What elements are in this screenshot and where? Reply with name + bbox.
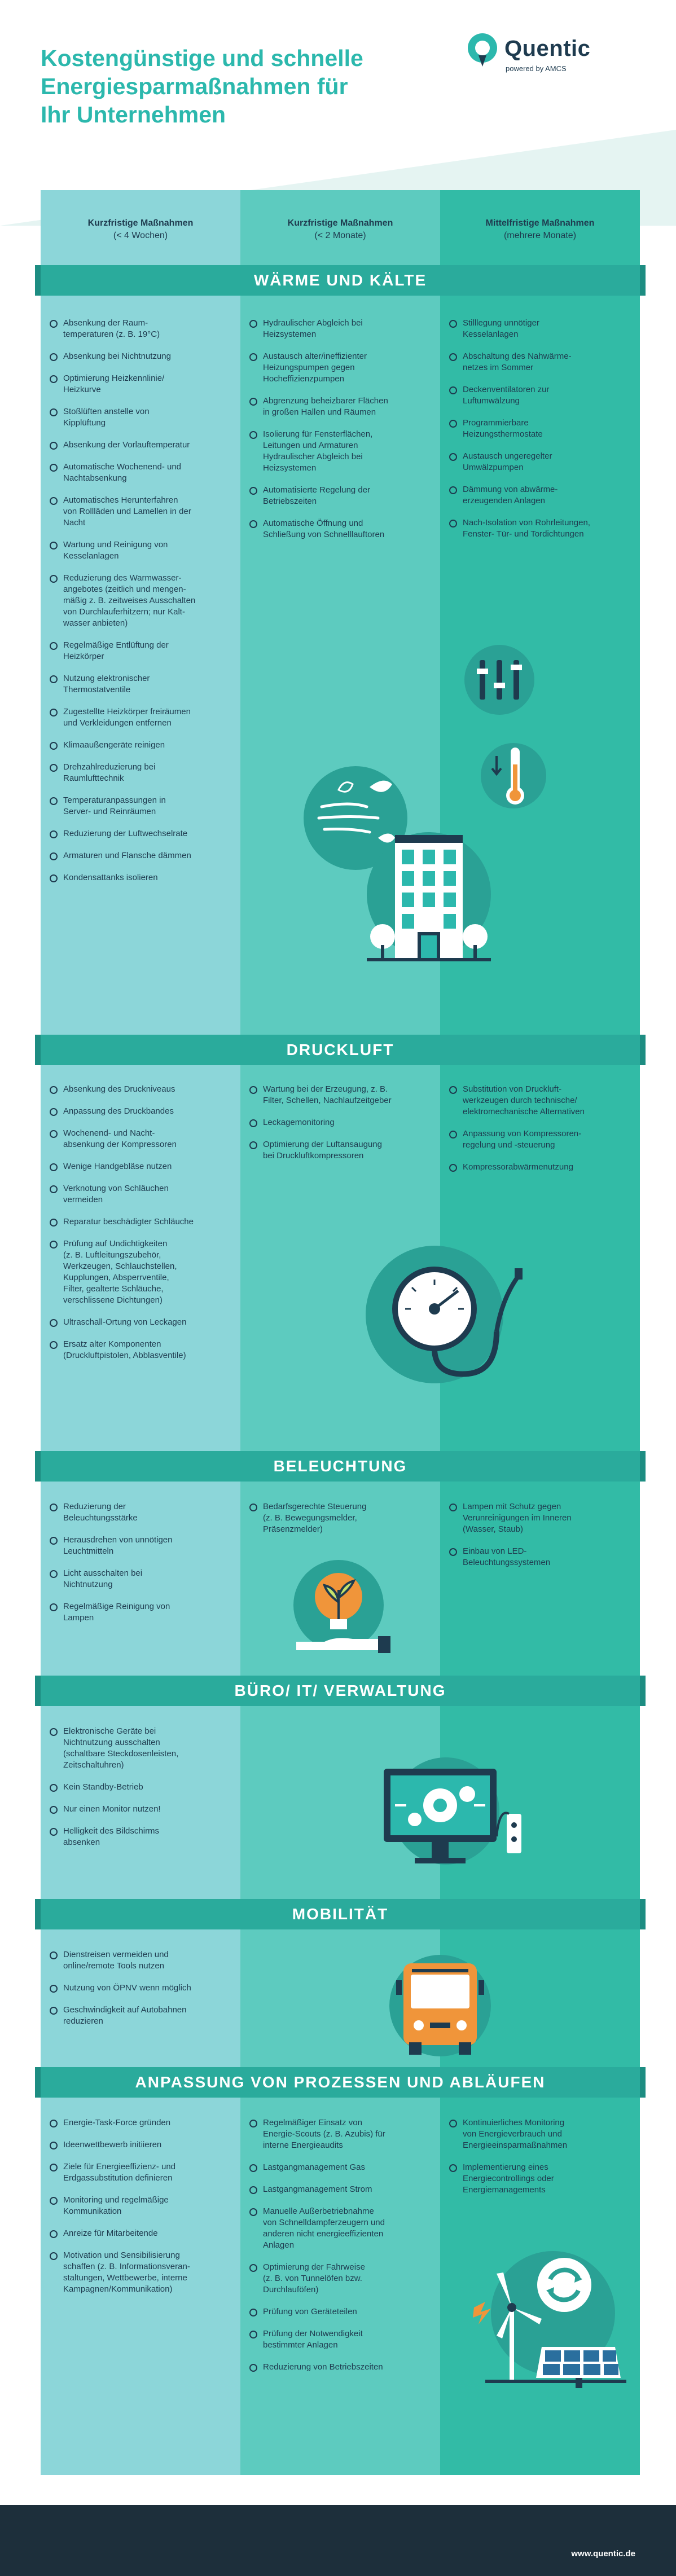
list-item: Regelmäßige Reinigung von Lampen (49, 1601, 223, 1624)
list-item: Austausch ungeregelter Umwälzpumpen (448, 451, 623, 473)
list-item: Isolierung für Fensterflächen, Leitungen und Armaturen Hydraulischer Abgleich bei Heizsystemen (248, 429, 423, 474)
plant-bulb-icon (285, 1557, 398, 1659)
section-band-mobilitaet: MOBILITÄT (41, 1899, 640, 1929)
list-item: Regelmäßige Entlüftung der Heizkörper (49, 640, 223, 662)
list-waerme-col2 (248, 318, 423, 551)
list-item: Dämmung von abwärme- erzeugenden Anlagen (448, 484, 623, 507)
wind-solar-icon (463, 2240, 632, 2398)
list-item: Reparatur beschädigter Schläuche (49, 1216, 223, 1228)
list-item: Absenkung bei Nichtnutzung (49, 351, 223, 362)
footer-url[interactable]: www.quentic.de (571, 2549, 635, 2559)
list-item: Kein Standby-Betrieb (49, 1782, 223, 1793)
bus-icon (378, 1952, 502, 2065)
list-item: Optimierung Heizkennlinie/ Heizkurve (49, 373, 223, 395)
list-item: Dienstreisen vermeiden und online/remote Tools nutzen (49, 1949, 223, 1972)
section-band-beleuchtung: BELEUCHTUNG (41, 1451, 640, 1482)
pressure-gauge-icon (361, 1241, 530, 1388)
list-item: Automatisches Herunterfahren von Rollläden und Lamellen in der Nacht (49, 495, 223, 529)
column-header-1 (41, 217, 240, 242)
list-item: Elektronische Geräte bei Nichtnutzung ausschalten (schaltbare Steckdosenleisten, Zeitschaltuhren) (49, 1726, 223, 1771)
list-item: Wochenend- und Nacht- absenkung der Kompressoren (49, 1128, 223, 1150)
list-item: Optimierung der Luftansaugung bei Druckluftkompressoren (248, 1139, 423, 1162)
list-item: Kontinuierliches Monitoring von Energieverbrauch und Energieeinsparmaßnahmen (448, 2117, 623, 2151)
list-item: Temperaturanpassungen in Server- und Reinräumen (49, 795, 223, 817)
list-buero-col1 (49, 1726, 223, 1859)
list-item: Regelmäßiger Einsatz von Energie-Scouts (z. B. Azubis) für interne Energieaudits (248, 2117, 423, 2151)
list-item: Verknotung von Schläuchen vermeiden (49, 1183, 223, 1206)
list-item: Ideenwettbewerb initiieren (49, 2139, 223, 2151)
list-item: Absenkung des Druckniveaus (49, 1084, 223, 1095)
list-item: Energie-Task-Force gründen (49, 2117, 223, 2129)
list-mobilitaet-col1 (49, 1949, 223, 2038)
list-item: Anreize für Mitarbeitende (49, 2228, 223, 2239)
list-item: Helligkeit des Bildschirms absenken (49, 1826, 223, 1848)
list-item: Herausdrehen von unnötigen Leuchtmitteln (49, 1535, 223, 1557)
list-druckluft-col2 (248, 1084, 423, 1172)
list-item: Anpassung des Druckbandes (49, 1106, 223, 1117)
list-item: Manuelle Außerbetriebnahme von Schnelldampferzeugern und anderen nicht energieeffizienten Anlagen (248, 2206, 423, 2251)
list-item: Deckenventilatoren zur Luftumwälzung (448, 384, 623, 407)
list-item: Prüfung der Notwendigkeit bestimmter Anlagen (248, 2328, 423, 2351)
thermometer-icon (480, 733, 547, 818)
section-band-buero: BÜRO/ IT/ VERWALTUNG (41, 1676, 640, 1706)
column-header-1-sub: (< 4 Wochen) (113, 231, 168, 240)
list-item: Programmierbare Heizungsthermostate (448, 417, 623, 440)
list-item: Reduzierung der Luftwechselrate (49, 828, 223, 839)
list-item: Abgrenzung beheizbarer Flächen in großen Hallen und Räumen (248, 395, 423, 418)
list-item: Nutzung elektronischer Thermostatventile (49, 673, 223, 696)
column-header-2-sub: (< 2 Monate) (314, 231, 366, 240)
list-item: Nach-Isolation von Rohrleitungen, Fenster- Tür- und Tordichtungen (448, 517, 623, 540)
list-item: Automatische Öffnung und Schließung von Schnelllauftoren (248, 518, 423, 540)
list-item: Prüfung auf Undichtigkeiten (z. B. Luftleitungszubehör, Werkzeugen, Schlauchstellen, Kupplungen, Absperrventile, Filter, gealterte Schläuche, verschlissene Dichtungen) (49, 1238, 223, 1306)
section-band-prozesse: ANPASSUNG VON PROZESSEN UND ABLÄUFEN (41, 2067, 640, 2098)
list-beleuchtung-col1 (49, 1501, 223, 1634)
list-item: Optimierung der Fahrweise (z. B. von Tunnelöfen bzw. Durchlauföfen) (248, 2262, 423, 2296)
office-building-icon (361, 812, 497, 982)
list-item: Ersatz alter Komponenten (Druckluftpistolen, Abblasventile) (49, 1339, 223, 1361)
list-item: Reduzierung der Beleuchtungsstärke (49, 1501, 223, 1524)
list-item: Stoßlüften anstelle von Kipplüftung (49, 406, 223, 429)
list-beleuchtung-col2 (248, 1501, 423, 1546)
list-item: Abschaltung des Nahwärme- netzes im Sommer (448, 351, 623, 373)
column-header-1-title: Kurzfristige Maßnahmen (87, 218, 194, 228)
list-item: Reduzierung von Betriebszeiten (248, 2362, 423, 2373)
list-item: Einbau von LED- Beleuchtungssystemen (448, 1546, 623, 1568)
section-band-druckluft: DRUCKLUFT (41, 1035, 640, 1065)
list-item: Licht ausschalten bei Nichtnutzung (49, 1568, 223, 1590)
quentic-logo (466, 32, 647, 77)
list-item: Prüfung von Geräteteilen (248, 2306, 423, 2318)
list-item: Implementierung eines Energiecontrollings oder Energiemanagements (448, 2162, 623, 2196)
list-item: Anpassung von Kompressoren- regelung und -steuerung (448, 1128, 623, 1151)
list-item: Hydraulischer Abgleich bei Heizsystemen (248, 318, 423, 340)
list-druckluft-col1 (49, 1084, 223, 1372)
list-item: Lastgangmanagement Strom (248, 2184, 423, 2195)
list-item: Substitution von Druckluft- werkzeugen durch technische/ elektromechanische Alternativen (448, 1084, 623, 1118)
list-item: Geschwindigkeit auf Autobahnen reduzieren (49, 2004, 223, 2027)
list-item: Bedarfsgerechte Steuerung (z. B. Bewegungsmelder, Präsenzmelder) (248, 1501, 423, 1535)
list-item: Ziele für Energieeffizienz- und Erdgassubstitution definieren (49, 2161, 223, 2184)
list-item: Lampen mit Schutz gegen Verunreinigungen im Inneren (Wasser, Staub) (448, 1501, 623, 1535)
list-item: Stilllegung unnötiger Kesselanlagen (448, 318, 623, 340)
column-header-2-title: Kurzfristige Maßnahmen (287, 218, 393, 228)
list-item: Armaturen und Flansche dämmen (49, 850, 223, 861)
logo-wordmark: Quentic (504, 36, 591, 61)
title-line-1: Kostengünstige und schnelle (41, 45, 363, 71)
list-item: Zugestellte Heizkörper freiräumen und Verkleidungen entfernen (49, 706, 223, 729)
list-beleuchtung-col3 (448, 1501, 623, 1579)
list-item: Reduzierung des Warmwasser- angebotes (zeitlich und mengen- mäßig z. B. zeitweises Ausschalten von Durchlauferhitzern; nur Kalt- wasser anbieten) (49, 573, 223, 629)
list-item: Nur einen Monitor nutzen! (49, 1804, 223, 1815)
list-item: Kompressorabwärmenutzung (448, 1162, 623, 1173)
title-line-3: Ihr Unternehmen (41, 102, 226, 128)
list-item: Wartung und Reinigung von Kesselanlagen (49, 539, 223, 562)
list-item: Klimaaußengeräte reinigen (49, 740, 223, 751)
control-sliders-icon (463, 643, 536, 716)
list-item: Nutzung von ÖPNV wenn möglich (49, 1982, 223, 1994)
list-waerme-col3 (448, 318, 623, 551)
list-item: Wartung bei der Erzeugung, z. B. Filter, Schellen, Nachlaufzeitgeber (248, 1084, 423, 1106)
column-header-3-title: Mittelfristige Maßnahmen (485, 218, 595, 228)
list-item: Austausch alter/ineffizienter Heizungspumpen gegen Hocheffizienzpumpen (248, 351, 423, 385)
column-header-3 (440, 217, 640, 242)
list-item: Kondensattanks isolieren (49, 872, 223, 883)
list-item: Wenige Handgebläse nutzen (49, 1161, 223, 1172)
list-item: Motivation und Sensibilisierung schaffen (z. B. Informationsveran- staltungen, Wettbewerbe, interne Kampagnen/Kommunikation) (49, 2250, 223, 2295)
list-item: Leckagemonitoring (248, 1117, 423, 1128)
list-waerme-col1 (49, 318, 223, 894)
monitor-gears-icon (361, 1752, 530, 1876)
list-druckluft-col3 (448, 1084, 623, 1184)
column-header-2 (240, 217, 440, 242)
list-item: Automatische Wochenend- und Nachtabsenkung (49, 461, 223, 484)
list-prozesse-col1 (49, 2117, 223, 2306)
page-title (41, 44, 447, 129)
section-band-waerme: WÄRME UND KÄLTE (41, 265, 640, 296)
logo-tagline: powered by AMCS (506, 64, 567, 73)
quentic-q-icon (466, 32, 499, 69)
list-item: Drehzahlreduzierung bei Raumlufttechnik (49, 762, 223, 784)
list-item: Automatisierte Regelung der Betriebszeiten (248, 485, 423, 507)
column-header-3-sub: (mehrere Monate) (503, 231, 577, 240)
list-item: Absenkung der Vorlauftemperatur (49, 439, 223, 451)
list-item: Monitoring und regelmäßige Kommunikation (49, 2195, 223, 2217)
list-prozesse-col3 (448, 2117, 623, 2206)
list-item: Ultraschall-Ortung von Leckagen (49, 1317, 223, 1328)
title-line-2: Energiesparmaßnahmen für (41, 73, 348, 99)
footer (0, 2505, 676, 2576)
list-item: Absenkung der Raum- temperaturen (z. B. 19°C) (49, 318, 223, 340)
list-item: Lastgangmanagement Gas (248, 2162, 423, 2173)
list-prozesse-col2 (248, 2117, 423, 2384)
